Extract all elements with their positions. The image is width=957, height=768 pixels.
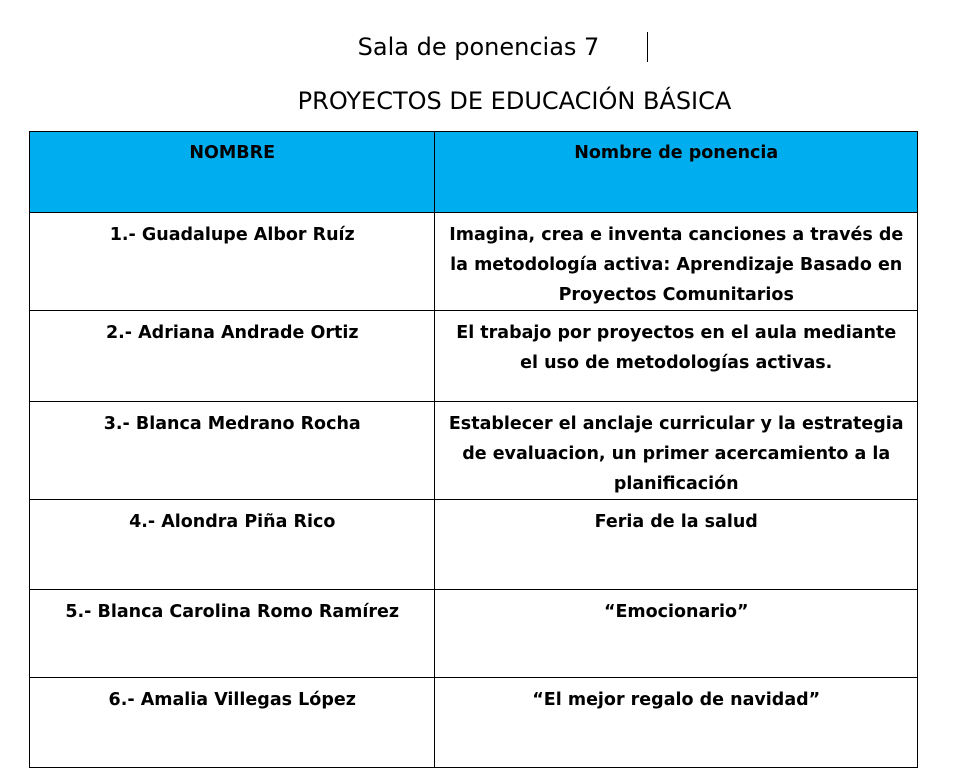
presentations-table — [29, 131, 918, 768]
header-talk: Nombre de ponencia — [435, 132, 918, 213]
presenter-name: 5.- Blanca Carolina Romo Ramírez — [30, 590, 435, 678]
talk-title: “El mejor regalo de navidad” — [435, 678, 918, 768]
talk-title: “Emocionario” — [435, 590, 918, 678]
talk-title: Feria de la salud — [435, 500, 918, 590]
text-cursor — [647, 32, 648, 62]
presenter-name: 1.- Guadalupe Albor Ruíz — [30, 213, 435, 311]
room-title: Sala de ponencias 7 — [357, 33, 600, 61]
table-header-row — [30, 132, 918, 213]
table-row — [30, 402, 918, 500]
table-row — [30, 590, 918, 678]
table-row — [30, 311, 918, 402]
table-row — [30, 213, 918, 311]
table-row — [30, 678, 918, 768]
talk-title: El trabajo por proyectos en el aula mediante el uso de metodologías activas. — [435, 311, 918, 402]
talk-title: Establecer el anclaje curricular y la estrategia de evaluacion, un primer acercamiento a la planificación — [435, 402, 918, 500]
section-title: PROYECTOS DE EDUCACIÓN BÁSICA — [297, 87, 732, 115]
presenter-name: 2.- Adriana Andrade Ortiz — [30, 311, 435, 402]
presenter-name: 3.- Blanca Medrano Rocha — [30, 402, 435, 500]
header-name: NOMBRE — [30, 132, 435, 213]
presenter-name: 6.- Amalia Villegas López — [30, 678, 435, 768]
table-row — [30, 500, 918, 590]
presenter-name: 4.- Alondra Piña Rico — [30, 500, 435, 590]
talk-title: Imagina, crea e inventa canciones a través de la metodología activa: Aprendizaje Basado en Proyectos Comunitarios — [435, 213, 918, 311]
